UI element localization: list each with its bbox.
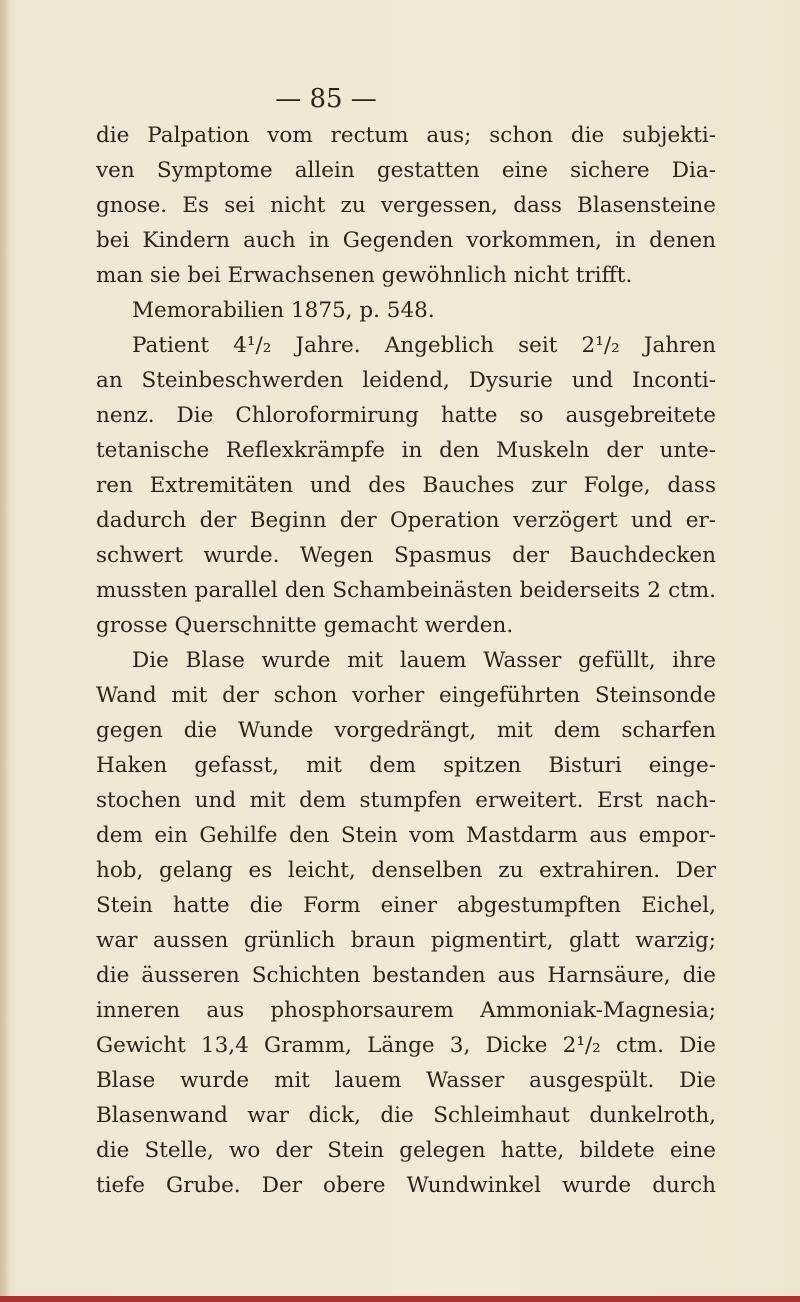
body-text <box>96 118 716 1203</box>
text-line: stochen und mit dem stumpfen erweitert. Erst nach- <box>96 788 716 813</box>
text-line: schwert wurde. Wegen Spasmus der Bauchdecken <box>96 543 716 568</box>
text-line: ven Symptome allein gestatten eine sichere Dia- <box>96 158 716 183</box>
page-gutter-shadow <box>0 0 10 1302</box>
page-number: — 85 — <box>275 84 377 114</box>
text-line: nenz. Die Chloroformirung hatte so ausgebreitete <box>96 403 716 428</box>
text-line: tetanische Reflexkrämpfe in den Muskeln der unte- <box>96 438 716 463</box>
text-line: die Stelle, wo der Stein gelegen hatte, bildete eine <box>96 1138 716 1163</box>
text-line: inneren aus phosphorsaurem Ammoniak-Magnesia; <box>96 998 716 1023</box>
text-line: Blasenwand war dick, die Schleimhaut dunkelroth, <box>96 1103 716 1128</box>
text-line: ren Extremitäten und des Bauches zur Folge, dass <box>96 473 716 498</box>
text-line: bei Kindern auch in Gegenden vorkommen, in denen <box>96 228 716 253</box>
text-line: mussten parallel den Schambeinästen beiderseits 2 ctm. <box>96 578 716 603</box>
text-line: Wand mit der schon vorher eingeführten Steinsonde <box>96 683 716 708</box>
text-line: man sie bei Erwachsenen gewöhnlich nicht trifft. <box>96 263 633 288</box>
text-line: Patient 4¹/₂ Jahre. Angeblich seit 2¹/₂ Jahren <box>132 333 716 358</box>
text-line: Gewicht 13,4 Gramm, Länge 3, Dicke 2¹/₂ ctm. Die <box>96 1033 716 1058</box>
text-line: dadurch der Beginn der Operation verzögert und er- <box>96 508 716 533</box>
text-line: Haken gefasst, mit dem spitzen Bisturi einge- <box>96 753 716 778</box>
text-line: war aussen grünlich braun pigmentirt, glatt warzig; <box>96 928 716 953</box>
text-line: gegen die Wunde vorgedrängt, mit dem scharfen <box>96 718 716 743</box>
text-line: die Palpation vom rectum aus; schon die subjekti- <box>96 123 716 148</box>
text-line: Die Blase wurde mit lauem Wasser gefüllt, ihre <box>132 648 716 673</box>
text-line: tiefe Grube. Der obere Wundwinkel wurde durch <box>96 1173 716 1198</box>
text-line: Stein hatte die Form einer abgestumpften Eichel, <box>96 893 716 918</box>
citation-line: Memorabilien 1875, p. 548. <box>132 298 435 323</box>
page-bottom-edge <box>0 1296 800 1302</box>
text-line: gnose. Es sei nicht zu vergessen, dass Blasensteine <box>96 193 716 218</box>
text-line: dem ein Gehilfe den Stein vom Mastdarm aus empor- <box>96 823 716 848</box>
text-line: an Steinbeschwerden leidend, Dysurie und Inconti- <box>96 368 716 393</box>
text-line: Blase wurde mit lauem Wasser ausgespült. Die <box>96 1068 716 1093</box>
text-line: hob, gelang es leicht, denselben zu extrahiren. Der <box>96 858 716 883</box>
text-line: die äusseren Schichten bestanden aus Harnsäure, die <box>96 963 716 988</box>
text-line: grosse Querschnitte gemacht werden. <box>96 613 514 638</box>
